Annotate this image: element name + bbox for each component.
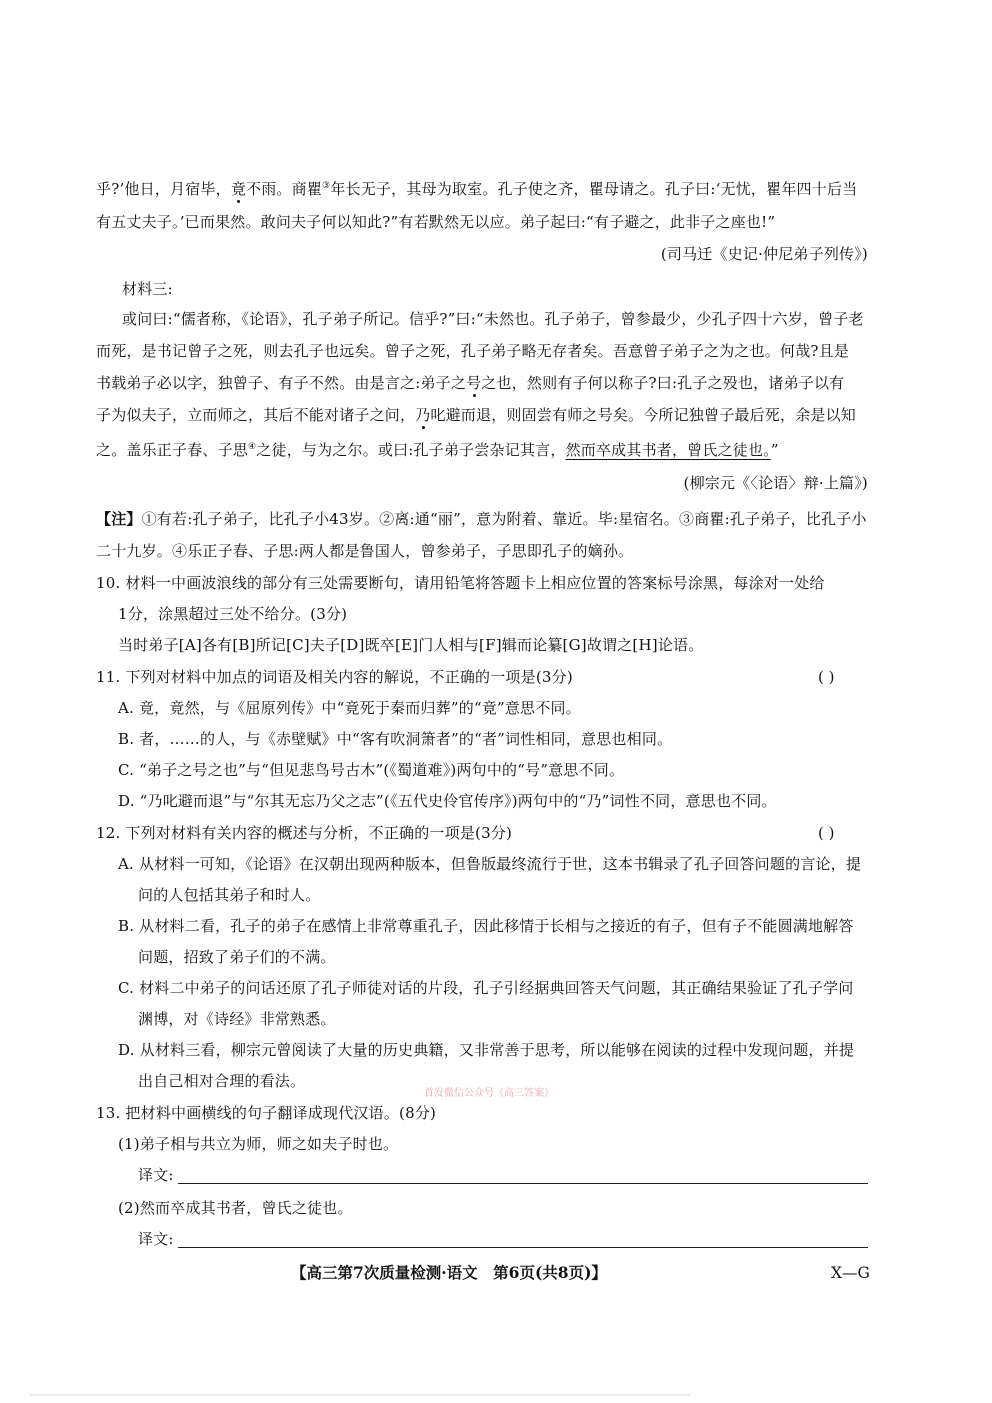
q12-option-a-line-2: 问的人包括其弟子和时人。 [138, 886, 321, 904]
text-segment: 之徒，与为之尔。或曰:孔子弟子尝杂记其言， [256, 441, 566, 459]
q13-answer-line-1[interactable] [178, 1183, 868, 1184]
material2-line-1 [96, 175, 857, 200]
notes-label: 【注】 [96, 510, 142, 528]
q13-answer-line-2[interactable] [178, 1247, 868, 1248]
q13-stem: 13. 把材料中画横线的句子翻译成现代汉语。(8分) [96, 1104, 437, 1122]
text-segment: 不雨。商瞿 [246, 180, 323, 198]
material3-line-4 [96, 404, 856, 426]
material3-line-1: 或问曰:“儒者称，《论语》，孔子弟子所记。信乎?”曰:“未然也。孔子弟子，曾参最少，少孔子四十六岁，曾子老 [122, 310, 864, 328]
notes-line-1 [96, 508, 867, 530]
q13-answer-label-1: 译文: [138, 1166, 174, 1184]
paper-code: X—G [831, 1264, 870, 1282]
watermark: 首发微信公众号《高三答案》 [424, 1088, 554, 1099]
footnote-marker: ③ [322, 181, 331, 191]
material3-line-5 [96, 436, 779, 461]
text-segment: 年长无子，其母为取室。孔子使之齐，瞿母请之。孔子曰:‘无忧，瞿年四十后当 [330, 180, 858, 198]
underlined-sentence: 然而卒成其书者，曾氏之徒也。 [565, 441, 771, 459]
text-segment: 叱避而退，则固尝有师之号矣。今所记独曾子最后死，余是以知 [430, 406, 857, 424]
material3-source: (柳宗元《〈论语〉辩·上篇》) [683, 474, 868, 492]
material2-line-2: 有五丈夫子。’已而果然。敢问夫子何以知此?”有若默然无以应。弟子起曰:“有子避之，此非子之座也!” [96, 213, 776, 231]
q13-item-1: (1)弟子相与共立为师，师之如夫子时也。 [118, 1135, 399, 1153]
material3-line-2: 而死，是书记曾子之死，则去孔子也远矣。曾子之死，孔子弟子略无存者矣。吾意曾子弟子之为之也。何哉?且是 [96, 342, 850, 360]
q12-option-b-line-1: B. 从材料二看，孔子的弟子在感情上非常尊重孔子，因此移情于长相与之接近的有子，但有子不能圆满地解答 [118, 917, 854, 935]
q12-option-b-line-2: 问题，招致了弟子们的不满。 [138, 948, 336, 966]
page-footer: 【高三第7次质量检测·语文 第6页(共8页)】 [291, 1263, 607, 1282]
text-segment: 乎?’他日，月宿毕， [96, 180, 231, 198]
material3-line-3 [96, 372, 844, 394]
q10-stem: 10. 材料一中画波浪线的部分有三处需要断句，请用铅笔将答题卡上相应位置的答案标号涂黑，每涂对一处给 [96, 574, 825, 592]
q12-answer-paren[interactable]: ( ) [818, 824, 835, 842]
scan-edge [30, 1394, 690, 1396]
q12-option-c-line-1: C. 材料二中弟子的问话还原了孔子师徒对话的片段，孔子引经据典回答天气问题，其正确结果验证了孔子学问 [118, 979, 854, 997]
q12-option-d-line-2: 出自己相对合理的看法。 [138, 1072, 306, 1090]
dotted-word: 乃 [415, 406, 431, 424]
q13-answer-label-2: 译文: [138, 1230, 174, 1248]
notes-text: ①有若:孔子弟子，比孔子小43岁。②离:通“丽”，意为附着、靠近。毕:星宿名。③商瞿:孔子弟子，比孔子小 [141, 510, 867, 528]
footnote-marker: ④ [248, 442, 257, 452]
material2-source: (司马迁《史记·仲尼弟子列传》) [660, 245, 868, 263]
q11-answer-paren[interactable]: ( ) [818, 668, 835, 686]
q13-item-2: (2)然而卒成其书者，曾氏之徒也。 [118, 1199, 353, 1217]
dotted-word: 竟 [230, 180, 247, 198]
dotted-word: 号 [466, 374, 482, 392]
q11-option-b: B. 者，……的人，与《赤壁赋》中“客有吹洞箫者”的“者”词性相同，意思也相同。 [118, 730, 673, 748]
q10-sentence: 当时弟子[A]各有[B]所记[C]夫子[D]既卒[E]门人相与[F]辑而论纂[G]故谓之[H]论语。 [118, 636, 704, 654]
notes-line-2: 二十九岁。④乐正子春、子思:两人都是鲁国人，曾参弟子，子思即孔子的嫡孙。 [96, 542, 634, 560]
q11-option-a: A. 竟，竟然，与《屈原列传》中“竟死于秦而归葬”的“竟”意思不同。 [118, 699, 581, 717]
q12-stem: 12. 下列对材料有关内容的概述与分析，不正确的一项是(3分) [96, 824, 513, 842]
text-segment: 之。盖乐正子春、子思 [96, 441, 249, 459]
q12-option-c-line-2: 渊博，对《诗经》非常熟悉。 [138, 1010, 336, 1028]
q10-stem-2: 1分，涂黑超过三处不给分。(3分) [118, 605, 348, 623]
q12-option-d-line-1: D. 从材料三看，柳宗元曾阅读了大量的历史典籍，又非常善于思考，所以能够在阅读的过程中发现问题，并提 [118, 1041, 855, 1059]
text-segment: 之也，然则有子何以称子?曰:孔子之殁也，诸弟子以有 [481, 374, 845, 392]
text-segment: 子为似夫子，立而师之，其后不能对诸子之问， [96, 406, 416, 424]
material3-heading: 材料三: [122, 280, 173, 298]
text-segment: 书载弟子必以字，独曾子、有子不然。由是言之:弟子之 [96, 374, 467, 392]
text-segment: ” [770, 441, 779, 459]
q11-option-c: C. “弟子之号之也”与“但见悲鸟号古木”(《蜀道难》)两句中的“号”意思不同。 [118, 761, 625, 779]
q11-option-d: D. “乃叱避而退”与“尔其无忘乃父之志”(《五代史伶官传序》)两句中的“乃”词性不同，意思也不同。 [118, 792, 777, 810]
q11-stem: 11. 下列对材料中加点的词语及相关内容的解说，不正确的一项是(3分) [96, 668, 573, 686]
q12-option-a-line-1: A. 从材料一可知，《论语》在汉朝出现两种版本，但鲁版最终流行于世，这本书辑录了孔子回答问题的言论，提 [118, 855, 862, 873]
